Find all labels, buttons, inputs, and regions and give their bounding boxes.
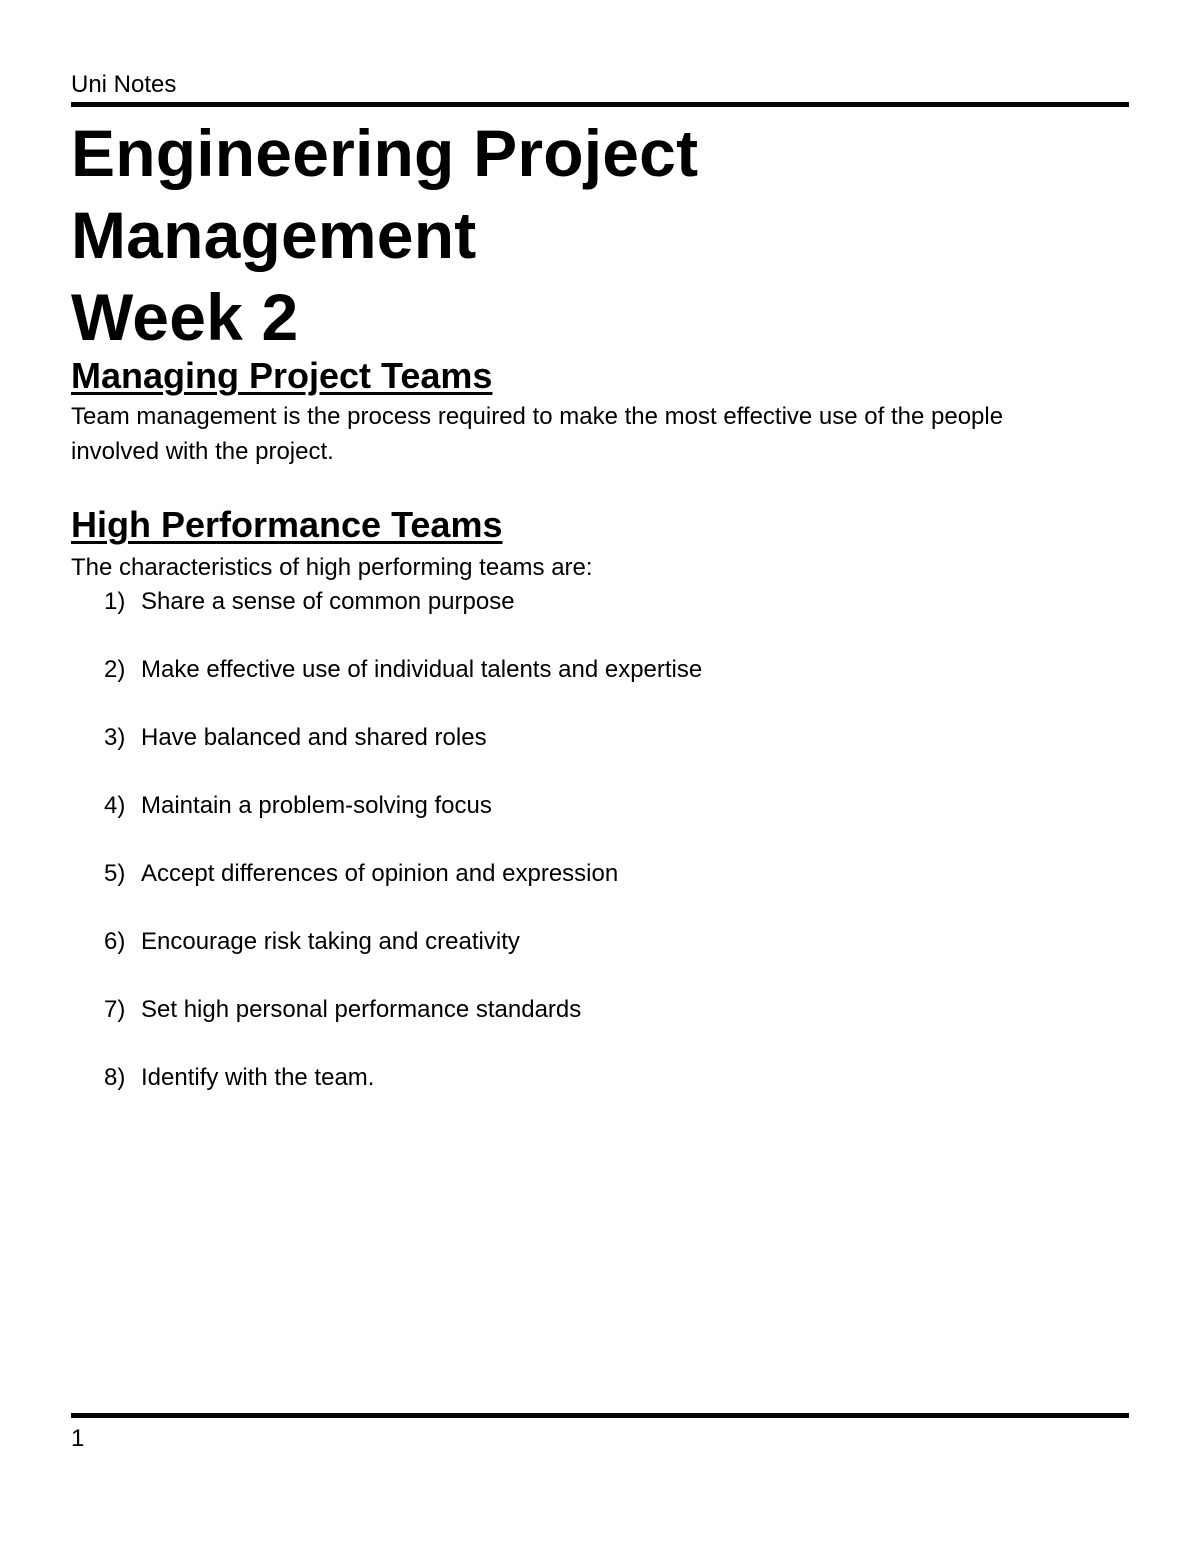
page-number: 1	[71, 1425, 85, 1452]
list-item	[104, 720, 702, 788]
header-rule	[71, 102, 1129, 107]
title-line-1: Engineering Project	[71, 116, 699, 190]
header-label: Uni Notes	[71, 71, 177, 98]
list-item	[104, 652, 702, 720]
list-item-number: 8)	[104, 1064, 126, 1091]
list-item	[104, 584, 702, 652]
list-item-number: 5)	[104, 860, 126, 887]
section-paragraph-managing-project-teams: Team management is the process required to make the most effective use of the people involved with the project.	[71, 403, 1004, 465]
list-item	[104, 1060, 702, 1128]
section-heading-high-performance-teams: High Performance Teams	[71, 504, 503, 545]
document-title	[71, 112, 698, 358]
title-line-2: Management	[71, 198, 477, 272]
list-item-text: Maintain a problem-solving focus	[141, 792, 492, 819]
characteristics-list	[104, 584, 702, 1128]
list-item-number: 7)	[104, 996, 126, 1023]
section-intro-high-performance-teams: The characteristics of high performing teams are:	[71, 554, 593, 581]
list-item-text: Encourage risk taking and creativity	[141, 928, 520, 955]
list-item-text: Accept differences of opinion and expression	[141, 860, 619, 887]
section-heading-managing-project-teams: Managing Project Teams	[71, 355, 493, 396]
list-item	[104, 992, 702, 1060]
list-item-number: 6)	[104, 928, 126, 955]
list-item	[104, 924, 702, 992]
list-item-number: 4)	[104, 792, 126, 819]
list-item-text: Set high personal performance standards	[141, 996, 582, 1023]
list-item	[104, 856, 702, 924]
list-item	[104, 788, 702, 856]
list-item-text: Identify with the team.	[141, 1064, 375, 1091]
list-item-number: 1)	[104, 588, 126, 615]
list-item-text: Share a sense of common purpose	[141, 588, 515, 615]
title-line-3: Week 2	[71, 280, 299, 354]
footer-rule	[71, 1413, 1129, 1418]
list-item-number: 2)	[104, 656, 126, 683]
list-item-text: Have balanced and shared roles	[141, 724, 487, 751]
list-item-text: Make effective use of individual talents and expertise	[141, 656, 703, 683]
list-item-number: 3)	[104, 724, 126, 751]
